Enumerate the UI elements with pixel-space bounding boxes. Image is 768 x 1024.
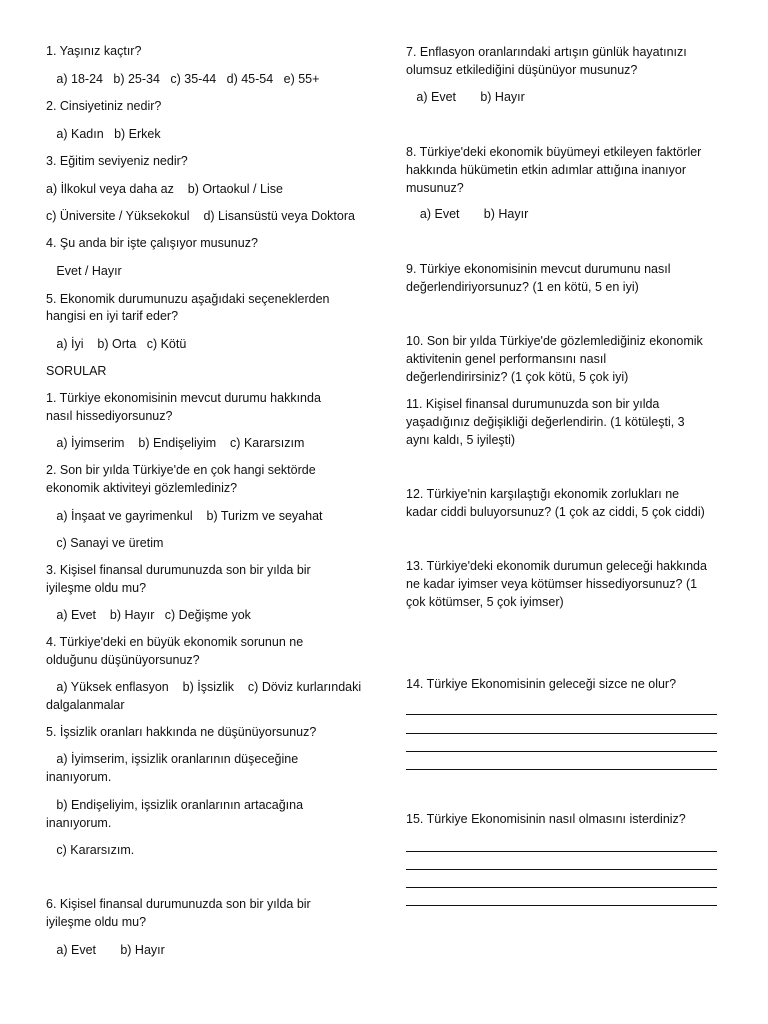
answer-line-q15-3[interactable] bbox=[406, 887, 717, 888]
answer-line-q14-4[interactable] bbox=[406, 769, 717, 770]
question-11-cont-1: yaşadığınız değişikliği değerlendirin. (1 kötüleşti, 3 bbox=[406, 415, 685, 429]
question-2: 2. Son bir yılda Türkiye'de en çok hangi sektörde bbox=[46, 463, 316, 477]
demographic-question-economic-status: 5. Ekonomik durumunuzu aşağıdaki seçeneklerden bbox=[46, 292, 330, 306]
answer-line-q15-1[interactable] bbox=[406, 851, 717, 852]
question-12: 12. Türkiye'nin karşılaştığı ekonomik zorlukları ne bbox=[406, 487, 680, 501]
question-3-cont: iyileşme oldu mu? bbox=[46, 581, 147, 595]
question-7: 7. Enflasyon oranlarındaki artışın günlük hayatınızı bbox=[406, 45, 687, 59]
question-5-option-b-cont: inanıyorum. bbox=[46, 816, 112, 830]
question-4-options-line-2: dalgalanmalar bbox=[46, 698, 125, 712]
question-1-options: a) İyimserim b) Endişeliyim c) Kararsızım bbox=[46, 436, 305, 450]
question-2-options-line-2: c) Sanayi ve üretim bbox=[46, 536, 164, 550]
employment-options: Evet / Hayır bbox=[46, 264, 122, 278]
question-5-option-a-cont: inanıyorum. bbox=[46, 770, 112, 784]
question-6-options: a) Evet b) Hayır bbox=[46, 943, 165, 957]
question-3-options: a) Evet b) Hayır c) Değişme yok bbox=[46, 608, 251, 622]
question-10-cont-2: değerlendirirsiniz? (1 çok kötü, 5 çok iyi) bbox=[406, 370, 629, 384]
question-13-cont-1: ne kadar iyimser veya kötümser hissediyorsunuz? (1 bbox=[406, 577, 698, 591]
demographic-question-education: 3. Eğitim seviyeniz nedir? bbox=[46, 154, 188, 168]
education-options-line-2: c) Üniversite / Yüksekokul d) Lisansüstü veya Doktora bbox=[46, 209, 355, 223]
question-12-cont: kadar ciddi buluyorsunuz? (1 çok az ciddi, 5 çok ciddi) bbox=[406, 505, 705, 519]
question-4: 4. Türkiye'deki en büyük ekonomik sorunun ne bbox=[46, 635, 304, 649]
question-15: 15. Türkiye Ekonomisinin nasıl olmasını isterdiniz? bbox=[406, 812, 686, 826]
question-14: 14. Türkiye Ekonomisinin geleceği sizce ne olur? bbox=[406, 677, 677, 691]
economic-status-options: a) İyi b) Orta c) Kötü bbox=[46, 337, 187, 351]
question-1-cont: nasıl hissediyorsunuz? bbox=[46, 409, 173, 423]
demographic-question-age: 1. Yaşınız kaçtır? bbox=[46, 44, 142, 58]
question-8-options: a) Evet b) Hayır bbox=[406, 207, 529, 221]
demographic-question-employment: 4. Şu anda bir işte çalışıyor musunuz? bbox=[46, 236, 258, 250]
question-3: 3. Kişisel finansal durumunuzda son bir yılda bir bbox=[46, 563, 311, 577]
section-title: SORULAR bbox=[46, 364, 107, 378]
question-10-cont-1: aktivitenin genel performansını nasıl bbox=[406, 352, 607, 366]
question-5: 5. İşsizlik oranları hakkında ne düşünüyorsunuz? bbox=[46, 725, 317, 739]
question-5-option-b: b) Endişeliyim, işsizlik oranlarının artacağına bbox=[46, 798, 304, 812]
question-11-cont-2: aynı kaldı, 5 iyileşti) bbox=[406, 433, 516, 447]
answer-line-q15-2[interactable] bbox=[406, 869, 717, 870]
question-8: 8. Türkiye'deki ekonomik büyümeyi etkileyen faktörler bbox=[406, 145, 702, 159]
demographic-question-economic-status-cont: hangisi en iyi tarif eder? bbox=[46, 309, 179, 323]
answer-line-q14-2[interactable] bbox=[406, 733, 717, 734]
question-6: 6. Kişisel finansal durumunuzda son bir yılda bir bbox=[46, 897, 311, 911]
question-10: 10. Son bir yılda Türkiye'de gözlemlediğiniz ekonomik bbox=[406, 334, 703, 348]
question-5-option-c: c) Kararsızım. bbox=[46, 843, 135, 857]
answer-line-q15-4[interactable] bbox=[406, 905, 717, 906]
answer-line-q14-1[interactable] bbox=[406, 714, 717, 715]
question-8-cont-2: musunuz? bbox=[406, 181, 464, 195]
question-4-cont: olduğunu düşünüyorsunuz? bbox=[46, 653, 200, 667]
question-2-options-line-1: a) İnşaat ve gayrimenkul b) Turizm ve seyahat bbox=[46, 509, 323, 523]
question-5-option-a: a) İyimserim, işsizlik oranlarının düşeceğine bbox=[46, 752, 299, 766]
question-4-options-line-1: a) Yüksek enflasyon b) İşsizlik c) Döviz kurlarındaki bbox=[46, 680, 362, 694]
question-11: 11. Kişisel finansal durumunuzda son bir yılda bbox=[406, 397, 660, 411]
question-1: 1. Türkiye ekonomisinin mevcut durumu hakkında bbox=[46, 391, 321, 405]
question-9: 9. Türkiye ekonomisinin mevcut durumunu nasıl bbox=[406, 262, 671, 276]
question-8-cont-1: hakkında hükümetin etkin adımlar attığına inanıyor bbox=[406, 163, 687, 177]
question-9-cont: değerlendiriyorsunuz? (1 en kötü, 5 en iyi) bbox=[406, 280, 639, 294]
demographic-question-gender: 2. Cinsiyetiniz nedir? bbox=[46, 99, 162, 113]
gender-options: a) Kadın b) Erkek bbox=[46, 127, 161, 141]
question-2-cont: ekonomik aktiviteyi gözlemlediniz? bbox=[46, 481, 238, 495]
age-options: a) 18-24 b) 25-34 c) 35-44 d) 45-54 e) 55+ bbox=[46, 72, 320, 86]
answer-line-q14-3[interactable] bbox=[406, 751, 717, 752]
question-6-cont: iyileşme oldu mu? bbox=[46, 915, 147, 929]
question-7-options: a) Evet b) Hayır bbox=[406, 90, 525, 104]
question-13: 13. Türkiye'deki ekonomik durumun geleceği hakkında bbox=[406, 559, 707, 573]
question-7-cont: olumsuz etkilediğini düşünüyor musunuz? bbox=[406, 63, 638, 77]
education-options-line-1: a) İlkokul veya daha az b) Ortaokul / Lise bbox=[46, 182, 283, 196]
question-13-cont-2: çok kötümser, 5 çok iyimser) bbox=[406, 595, 564, 609]
